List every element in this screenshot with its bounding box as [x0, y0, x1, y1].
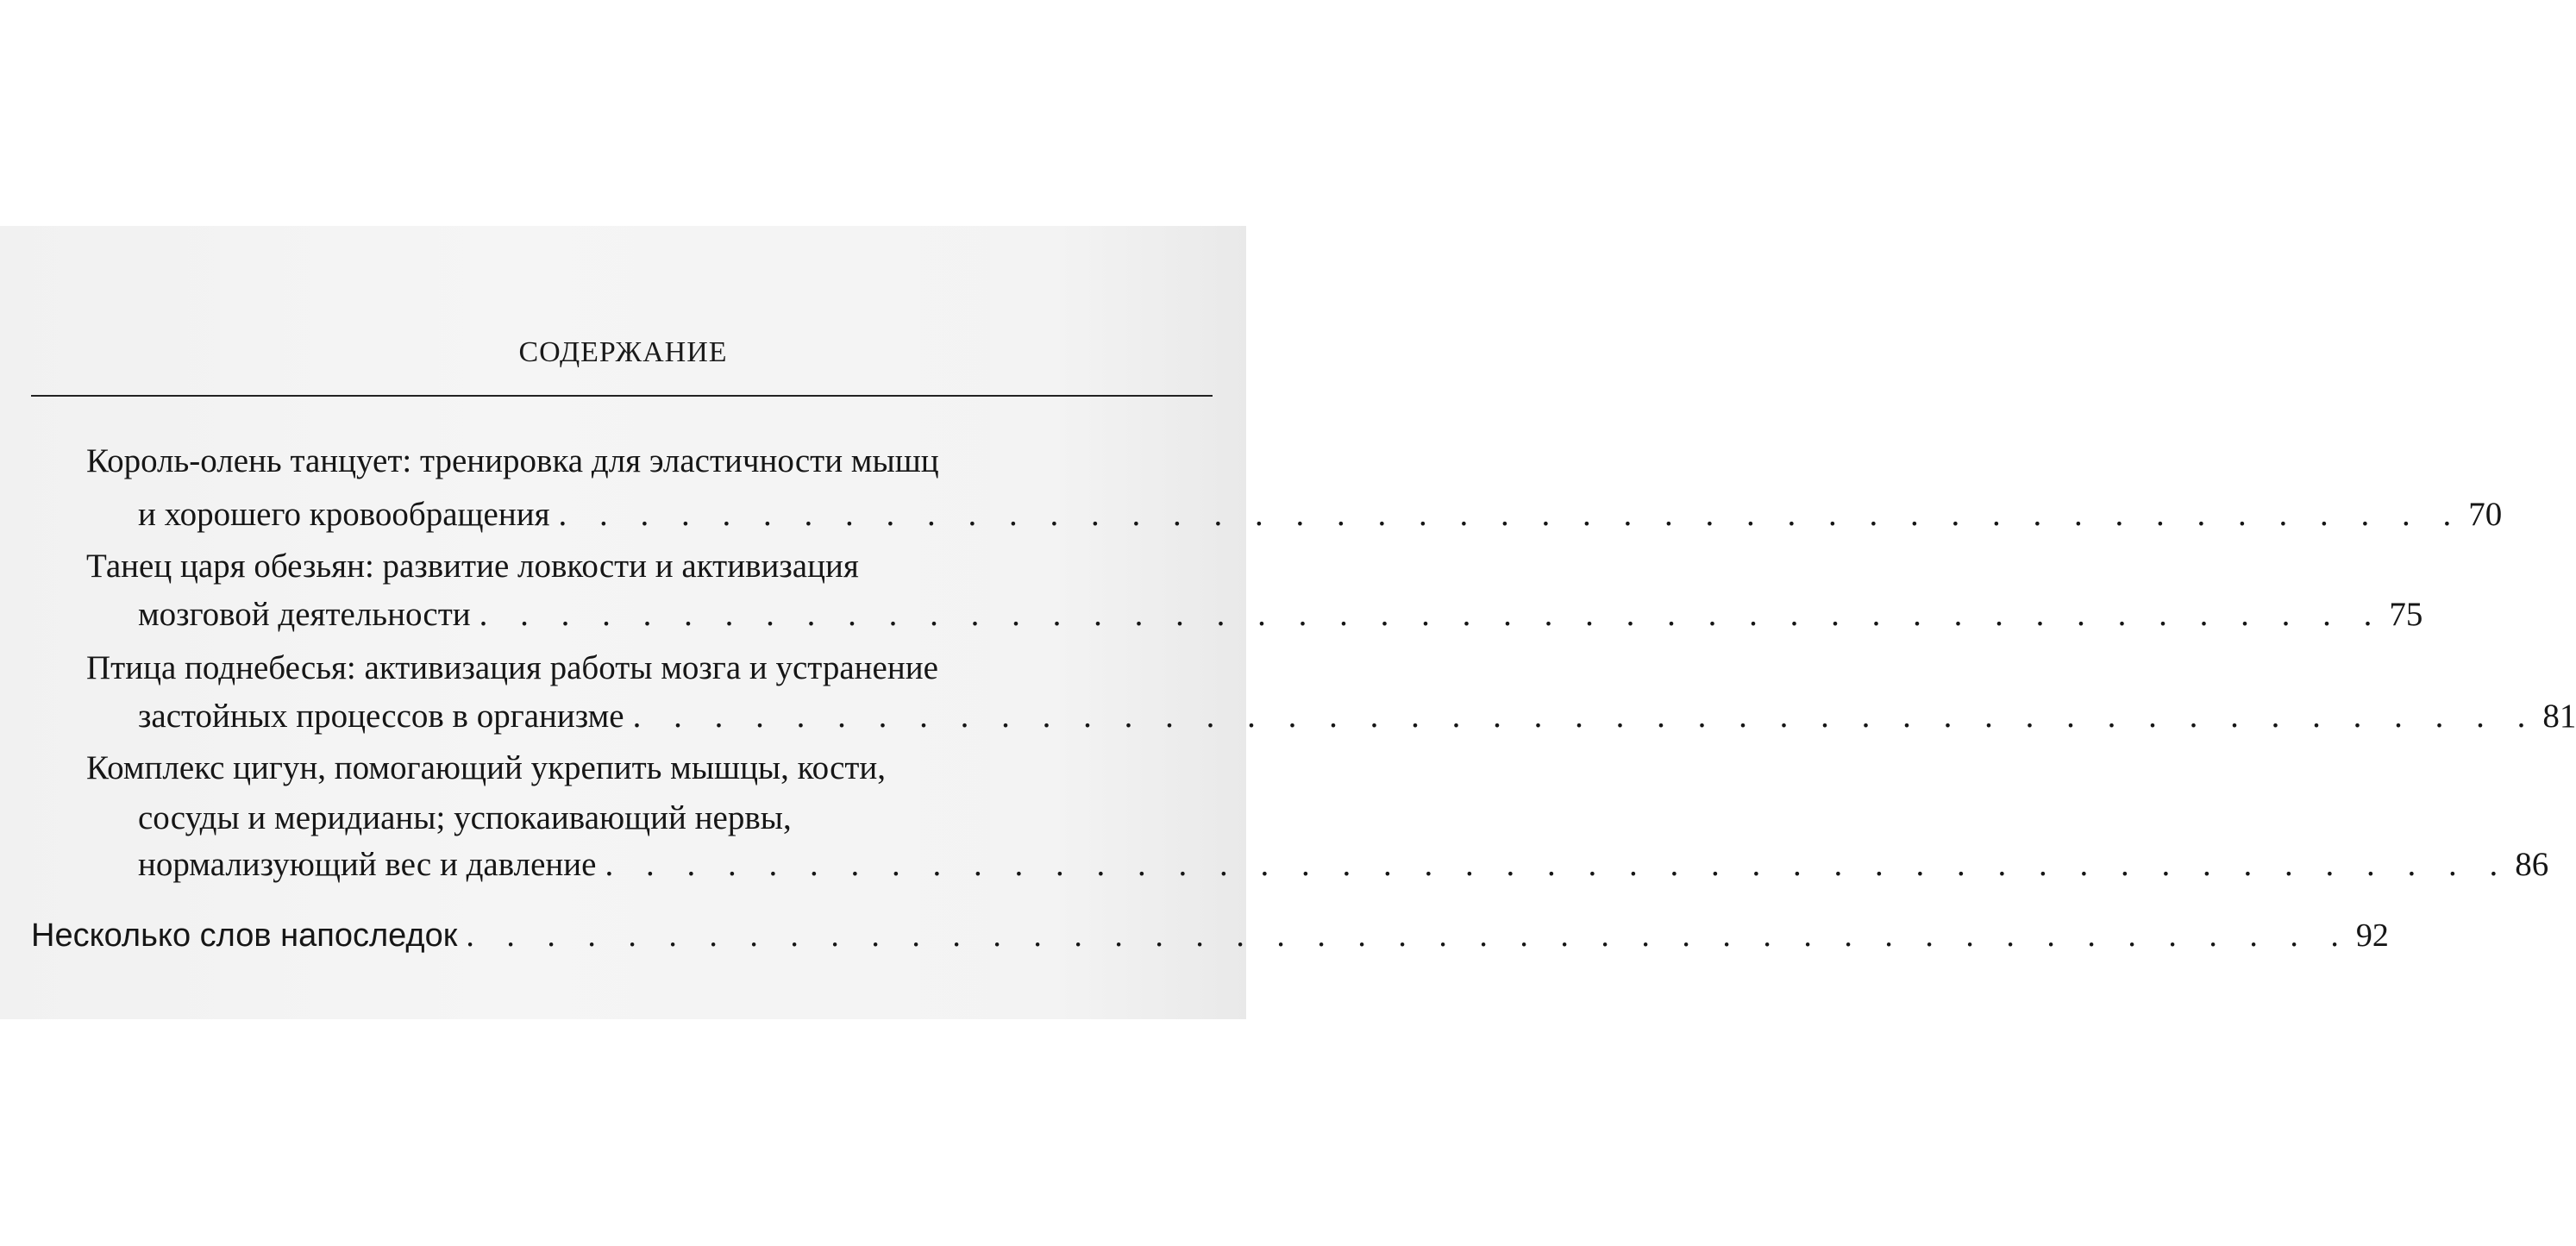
toc-entry-3-page: 81: [2542, 698, 2576, 735]
dot-leader: . . . . . . . . . . . . . . . . . . . . . . . . . . . . . . . . . . . . . . . . . . . . . . .: [605, 846, 2510, 883]
toc-heading: СОДЕРЖАНИЕ: [518, 336, 728, 368]
toc-final-entry[interactable]: [31, 916, 2389, 955]
scanned-book-page: [0, 226, 2576, 1019]
toc-entry-2[interactable]: [138, 595, 2423, 635]
toc-entry-1-line-1: Король-олень танцует: тренировка для эластичности мышц: [86, 442, 939, 479]
toc-entry-1-last-line: и хорошего кровообращения: [138, 496, 550, 533]
dot-leader: . . . . . . . . . . . . . . . . . . . . . . . . . . . . . . . . . . . . . . . . . . . . . . .: [558, 496, 2464, 533]
dot-leader: . . . . . . . . . . . . . . . . . . . . . . . . . . . . . . . . . . . . . . . . . . . . . . .: [479, 596, 2385, 633]
toc-entry-3[interactable]: [138, 697, 2576, 736]
dot-leader: . . . . . . . . . . . . . . . . . . . . . . . . . . . . . . . . . . . . . . . . . . . . . . .: [466, 917, 2351, 954]
toc-entry-1-page: 70: [2468, 496, 2503, 533]
toc-entry-2-line-1: Танец царя обезьян: развитие ловкости и активизация: [86, 548, 859, 585]
toc-entry-4-last-line: нормализующий вес и давление: [138, 846, 597, 883]
toc-entry-4[interactable]: [138, 845, 2549, 885]
toc-entry-4-page: 86: [2515, 846, 2549, 883]
toc-entry-2-last-line: мозговой деятельности: [138, 596, 471, 633]
toc-entry-4-line-1: Комплекс цигун, помогающий укрепить мышцы, кости,: [86, 749, 887, 786]
dot-leader: . . . . . . . . . . . . . . . . . . . . . . . . . . . . . . . . . . . . . . . . . . . . . . .: [632, 698, 2538, 735]
toc-final-entry-text: Несколько слов напоследок: [31, 917, 458, 954]
toc-entry-3-last-line: застойных процессов в организме: [138, 698, 624, 735]
toc-entry-3-line-1: Птица поднебесья: активизация работы мозга и устранение: [86, 649, 938, 686]
toc-final-entry-page: 92: [2355, 917, 2389, 954]
heading-rule: [31, 395, 1213, 397]
toc-entry-4-line-2: сосуды и меридианы; успокаивающий нервы,: [138, 799, 792, 836]
toc-entry-1[interactable]: [138, 495, 2503, 535]
toc-entry-2-page: 75: [2389, 596, 2423, 633]
